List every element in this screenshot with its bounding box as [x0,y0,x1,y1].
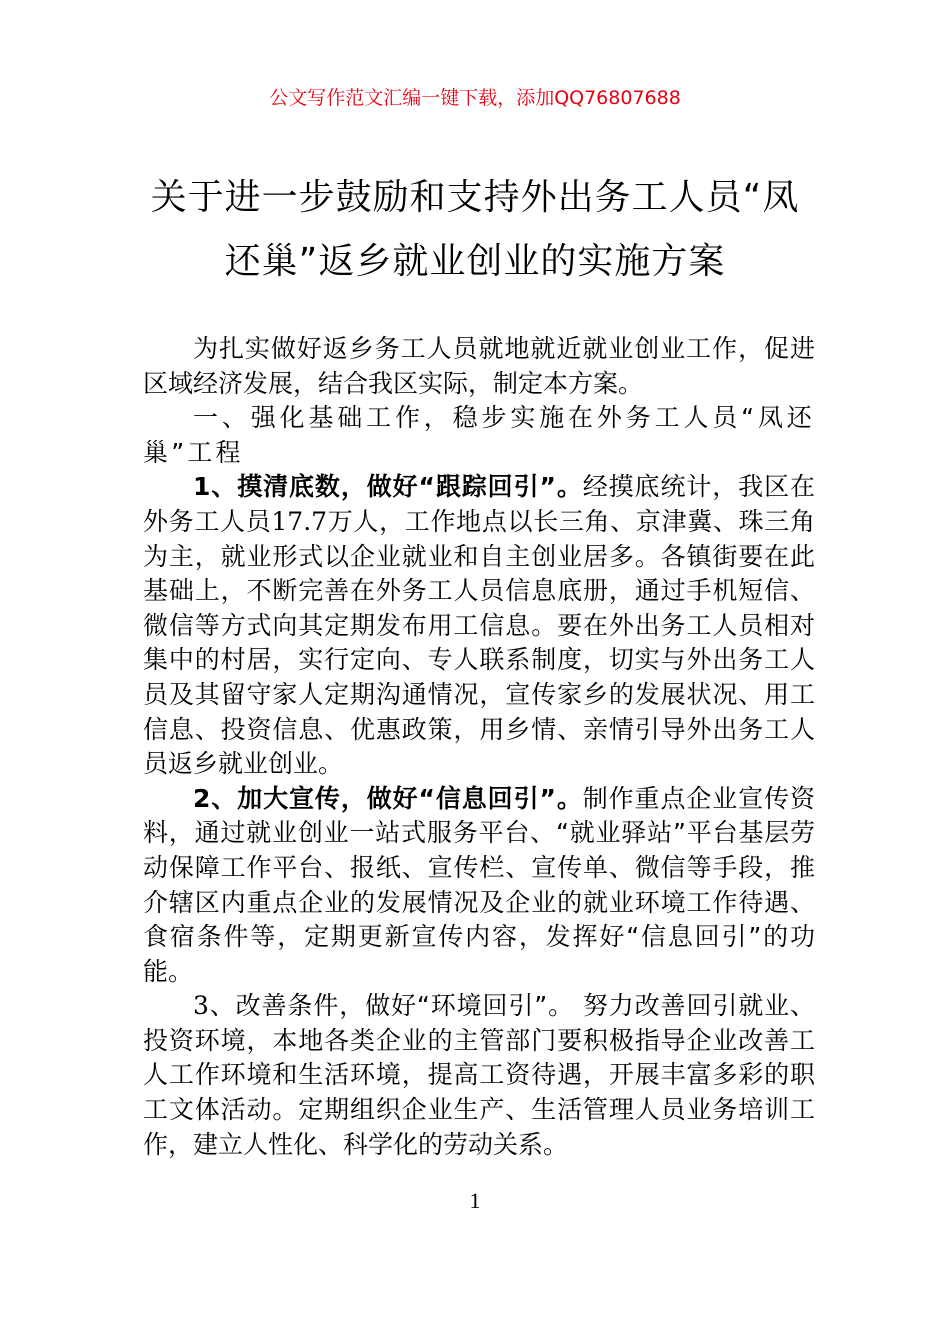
item-paragraph-2 [143,782,815,990]
section-heading: 一、强化基础工作，稳步实施在外务工人员“凤还巢”工程 [143,403,815,467]
item-lead: 、改善条件，做好“环境回引”。 [208,991,575,1021]
document-body [143,332,815,1162]
page-number: 1 [469,1188,481,1213]
item-number: 17.7 [271,506,328,536]
item-text: 制作重点企业宣传资料，通过就业创业一站式服务平台、“就业驿站”平台基层劳动保障工作平台、报纸、宣传栏、宣传单、微信等手段，推介辖区内重点企业的发展情况及企业的就业环境工作待遇、食宿条件等，定期更新宣传内容，发挥好“信息回引”的功能。 [143,783,815,986]
item-paragraph-3 [143,989,815,1162]
document-title: 关于进一步鼓励和支持外出务工人员“凤还巢”返乡就业创业的实施方案 [150,177,800,282]
item-lead: 1、摸清底数，做好“跟踪回引”。 [193,472,583,502]
item-text: 经摸底统计，我区在外务工人员 [143,472,815,536]
intro-paragraph: 为扎实做好返乡务工人员就地就近就业创业工作，促进区域经济发展，结合我区实际，制定本方案。 [143,334,815,398]
item-lead: 2、加大宣传，做好“信息回引”。 [193,783,583,813]
item-text: 万人，工作地点以长三角、京津冀、珠三角为主，就业形式以企业就业和自主创业居多。各镇街要在此基础上，不断完善在外务工人员信息底册，通过手机短信、微信等方式向其定期发布用工信息。要在外出务工人员相对集中的村居，实行定向、专人联系制度，切实与外出务工人员及其留守家人定期沟通情况，宣传家乡的发展状况、用工信息、投资信息、优惠政策，用乡情、亲情引导外出务工人员返乡就业创业。 [143,506,815,779]
download-banner: 公文写作范文汇编一键下载，添加QQ76807688 [269,87,681,109]
item-paragraph-1 [143,470,815,781]
item-number: 3 [193,991,209,1021]
item-text: 努力改善回引就业、投资环境，本地各类企业的主管部门要积极指导企业改善工人工作环境和生活环境，提高工资待遇，开展丰富多彩的职工文体活动。定期组织企业生产、生活管理人员业务培训工作，建立人性化、科学化的劳动关系。 [143,991,815,1159]
